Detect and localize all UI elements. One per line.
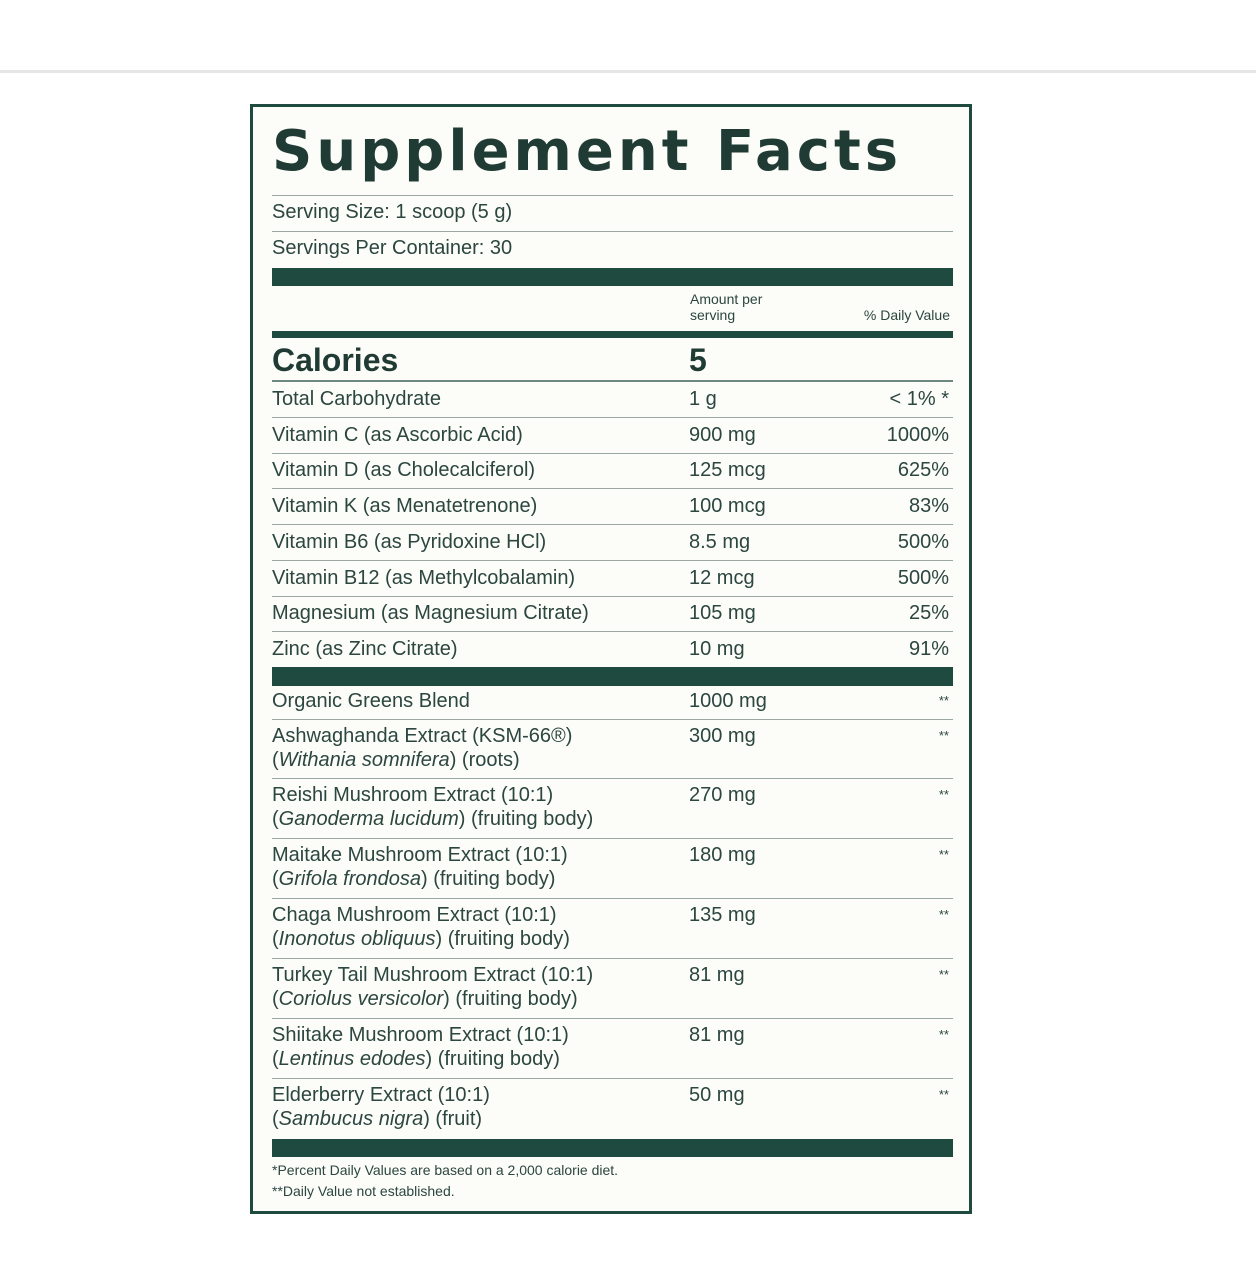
rule <box>272 417 953 418</box>
supplement-facts-label <box>250 104 972 1214</box>
blend-daily-value: ** <box>938 907 949 922</box>
rule <box>272 631 953 632</box>
nutrient-daily-value: 91% <box>908 637 949 660</box>
thick-bar <box>272 268 953 286</box>
rule <box>272 778 953 779</box>
nutrient-daily-value: 625% <box>897 459 949 482</box>
blend-latin-name: Inonotus obliquus <box>278 928 436 950</box>
rule <box>272 195 953 196</box>
calories-label: Calories <box>272 342 399 378</box>
rule <box>272 560 953 561</box>
nutrient-name: Vitamin D (as Cholecalciferol) <box>272 459 536 482</box>
servings-per-container: Servings Per Container: 30 <box>272 237 513 259</box>
blend-daily-value: ** <box>938 967 949 982</box>
blend-latin-name: Ganoderma lucidum <box>278 808 459 830</box>
blend-part: (fruiting body) <box>433 868 556 890</box>
blend-amount: 50 mg <box>689 1084 745 1106</box>
amount-header-line2: serving <box>690 307 736 323</box>
blend-daily-value: ** <box>938 1087 949 1102</box>
rule <box>272 596 953 597</box>
nutrient-amount: 8.5 mg <box>689 530 751 553</box>
nutrient-daily-value: < 1% * <box>889 388 949 410</box>
blend-amount: 135 mg <box>689 904 756 926</box>
blend-amount: 81 mg <box>689 1024 745 1046</box>
calories-value: 5 <box>689 342 707 378</box>
blend-amount: 1000 mg <box>689 690 767 712</box>
rule <box>272 898 953 899</box>
blend-part: (fruit) <box>435 1108 483 1130</box>
daily-value-header: % Daily Value <box>863 307 950 323</box>
rule <box>272 838 953 839</box>
thick-bar <box>272 667 953 686</box>
serving-size: Serving Size: 1 scoop (5 g) <box>272 201 513 223</box>
nutrient-amount: 1 g <box>689 388 717 410</box>
blend-name: Elderberry Extract (10:1) <box>272 1084 490 1106</box>
nutrient-amount: 10 mg <box>689 637 745 660</box>
blend-daily-value: ** <box>938 728 949 743</box>
blend-latin-name: Sambucus nigra <box>278 1108 424 1130</box>
rule <box>272 958 953 959</box>
blend-part: (roots) <box>461 749 520 771</box>
blend-amount: 270 mg <box>689 784 756 806</box>
nutrient-daily-value: 25% <box>908 602 949 625</box>
blend-part: (fruiting body) <box>455 988 578 1010</box>
blend-source: (Ganoderma lucidum) (fruiting body) <box>272 808 594 830</box>
nutrient-amount: 900 mg <box>689 423 756 446</box>
blend-name: Ashwaghanda Extract (KSM-66®) <box>272 725 573 747</box>
blend-latin-name: Withania somnifera <box>278 749 450 771</box>
blend-name: Turkey Tail Mushroom Extract (10:1) <box>272 964 594 986</box>
footnote-not-established: **Daily Value not established. <box>272 1183 455 1199</box>
nutrient-name: Total Carbohydrate <box>272 388 441 410</box>
nutrient-daily-value: 83% <box>908 495 949 518</box>
rule <box>272 453 953 454</box>
blend-amount: 300 mg <box>689 725 756 747</box>
nutrient-name: Zinc (as Zinc Citrate) <box>272 637 458 660</box>
nutrient-name: Magnesium (as Magnesium Citrate) <box>272 602 589 625</box>
nutrient-amount: 100 mcg <box>689 495 766 518</box>
blend-amount: 81 mg <box>689 964 745 986</box>
blend-name: Maitake Mushroom Extract (10:1) <box>272 844 568 866</box>
rule <box>272 719 953 720</box>
blend-latin-name: Grifola frondosa <box>278 868 421 890</box>
rule <box>272 380 953 382</box>
blend-daily-value: ** <box>938 693 949 708</box>
amount-header <box>690 291 762 323</box>
blend-source: (Sambucus nigra) (fruit) <box>272 1108 483 1130</box>
nutrient-amount: 125 mcg <box>689 459 766 482</box>
rule <box>272 524 953 525</box>
rule <box>272 231 953 232</box>
nutrient-name: Vitamin B6 (as Pyridoxine HCl) <box>272 530 547 553</box>
nutrient-name: Vitamin B12 (as Methylcobalamin) <box>272 566 576 589</box>
nutrient-amount: 105 mg <box>689 602 756 625</box>
blend-latin-name: Coriolus versicolor <box>278 988 444 1010</box>
rule <box>272 1078 953 1079</box>
rule <box>272 1018 953 1019</box>
nutrient-name: Vitamin K (as Menatetrenone) <box>272 495 538 518</box>
blend-name: Organic Greens Blend <box>272 690 470 712</box>
blend-daily-value: ** <box>938 787 949 802</box>
blend-part: (fruiting body) <box>470 808 594 830</box>
nutrient-daily-value: 1000% <box>886 423 949 446</box>
blend-daily-value: ** <box>938 1027 949 1042</box>
nutrient-name: Vitamin C (as Ascorbic Acid) <box>272 423 523 446</box>
rule <box>272 488 953 489</box>
blend-source: (Withania somnifera) (roots) <box>272 749 520 771</box>
blend-amount: 180 mg <box>689 844 756 866</box>
blend-source: (Inonotus obliquus) (fruiting body) <box>272 928 570 950</box>
blend-part: (fruiting body) <box>437 1048 560 1070</box>
medium-bar <box>272 331 953 338</box>
blend-daily-value: ** <box>938 847 949 862</box>
blend-name: Reishi Mushroom Extract (10:1) <box>272 784 554 806</box>
blend-name: Shiitake Mushroom Extract (10:1) <box>272 1024 569 1046</box>
footnote-percent: *Percent Daily Values are based on a 2,000 calorie diet. <box>272 1162 619 1178</box>
blend-part: (fruiting body) <box>447 928 570 950</box>
nutrient-amount: 12 mcg <box>689 566 755 589</box>
amount-header-line1: Amount per <box>690 291 763 307</box>
nutrient-daily-value: 500% <box>897 566 949 589</box>
blend-source: (Grifola frondosa) (fruiting body) <box>272 868 556 890</box>
thick-bar <box>272 1139 953 1157</box>
label-title: Supplement Facts <box>272 119 903 184</box>
blend-source: (Lentinus edodes) (fruiting body) <box>272 1048 560 1070</box>
top-divider <box>0 70 1256 73</box>
blend-source: (Coriolus versicolor) (fruiting body) <box>272 988 578 1010</box>
blend-latin-name: Lentinus edodes <box>278 1048 426 1070</box>
blend-name: Chaga Mushroom Extract (10:1) <box>272 904 557 926</box>
nutrient-daily-value: 500% <box>897 530 949 553</box>
